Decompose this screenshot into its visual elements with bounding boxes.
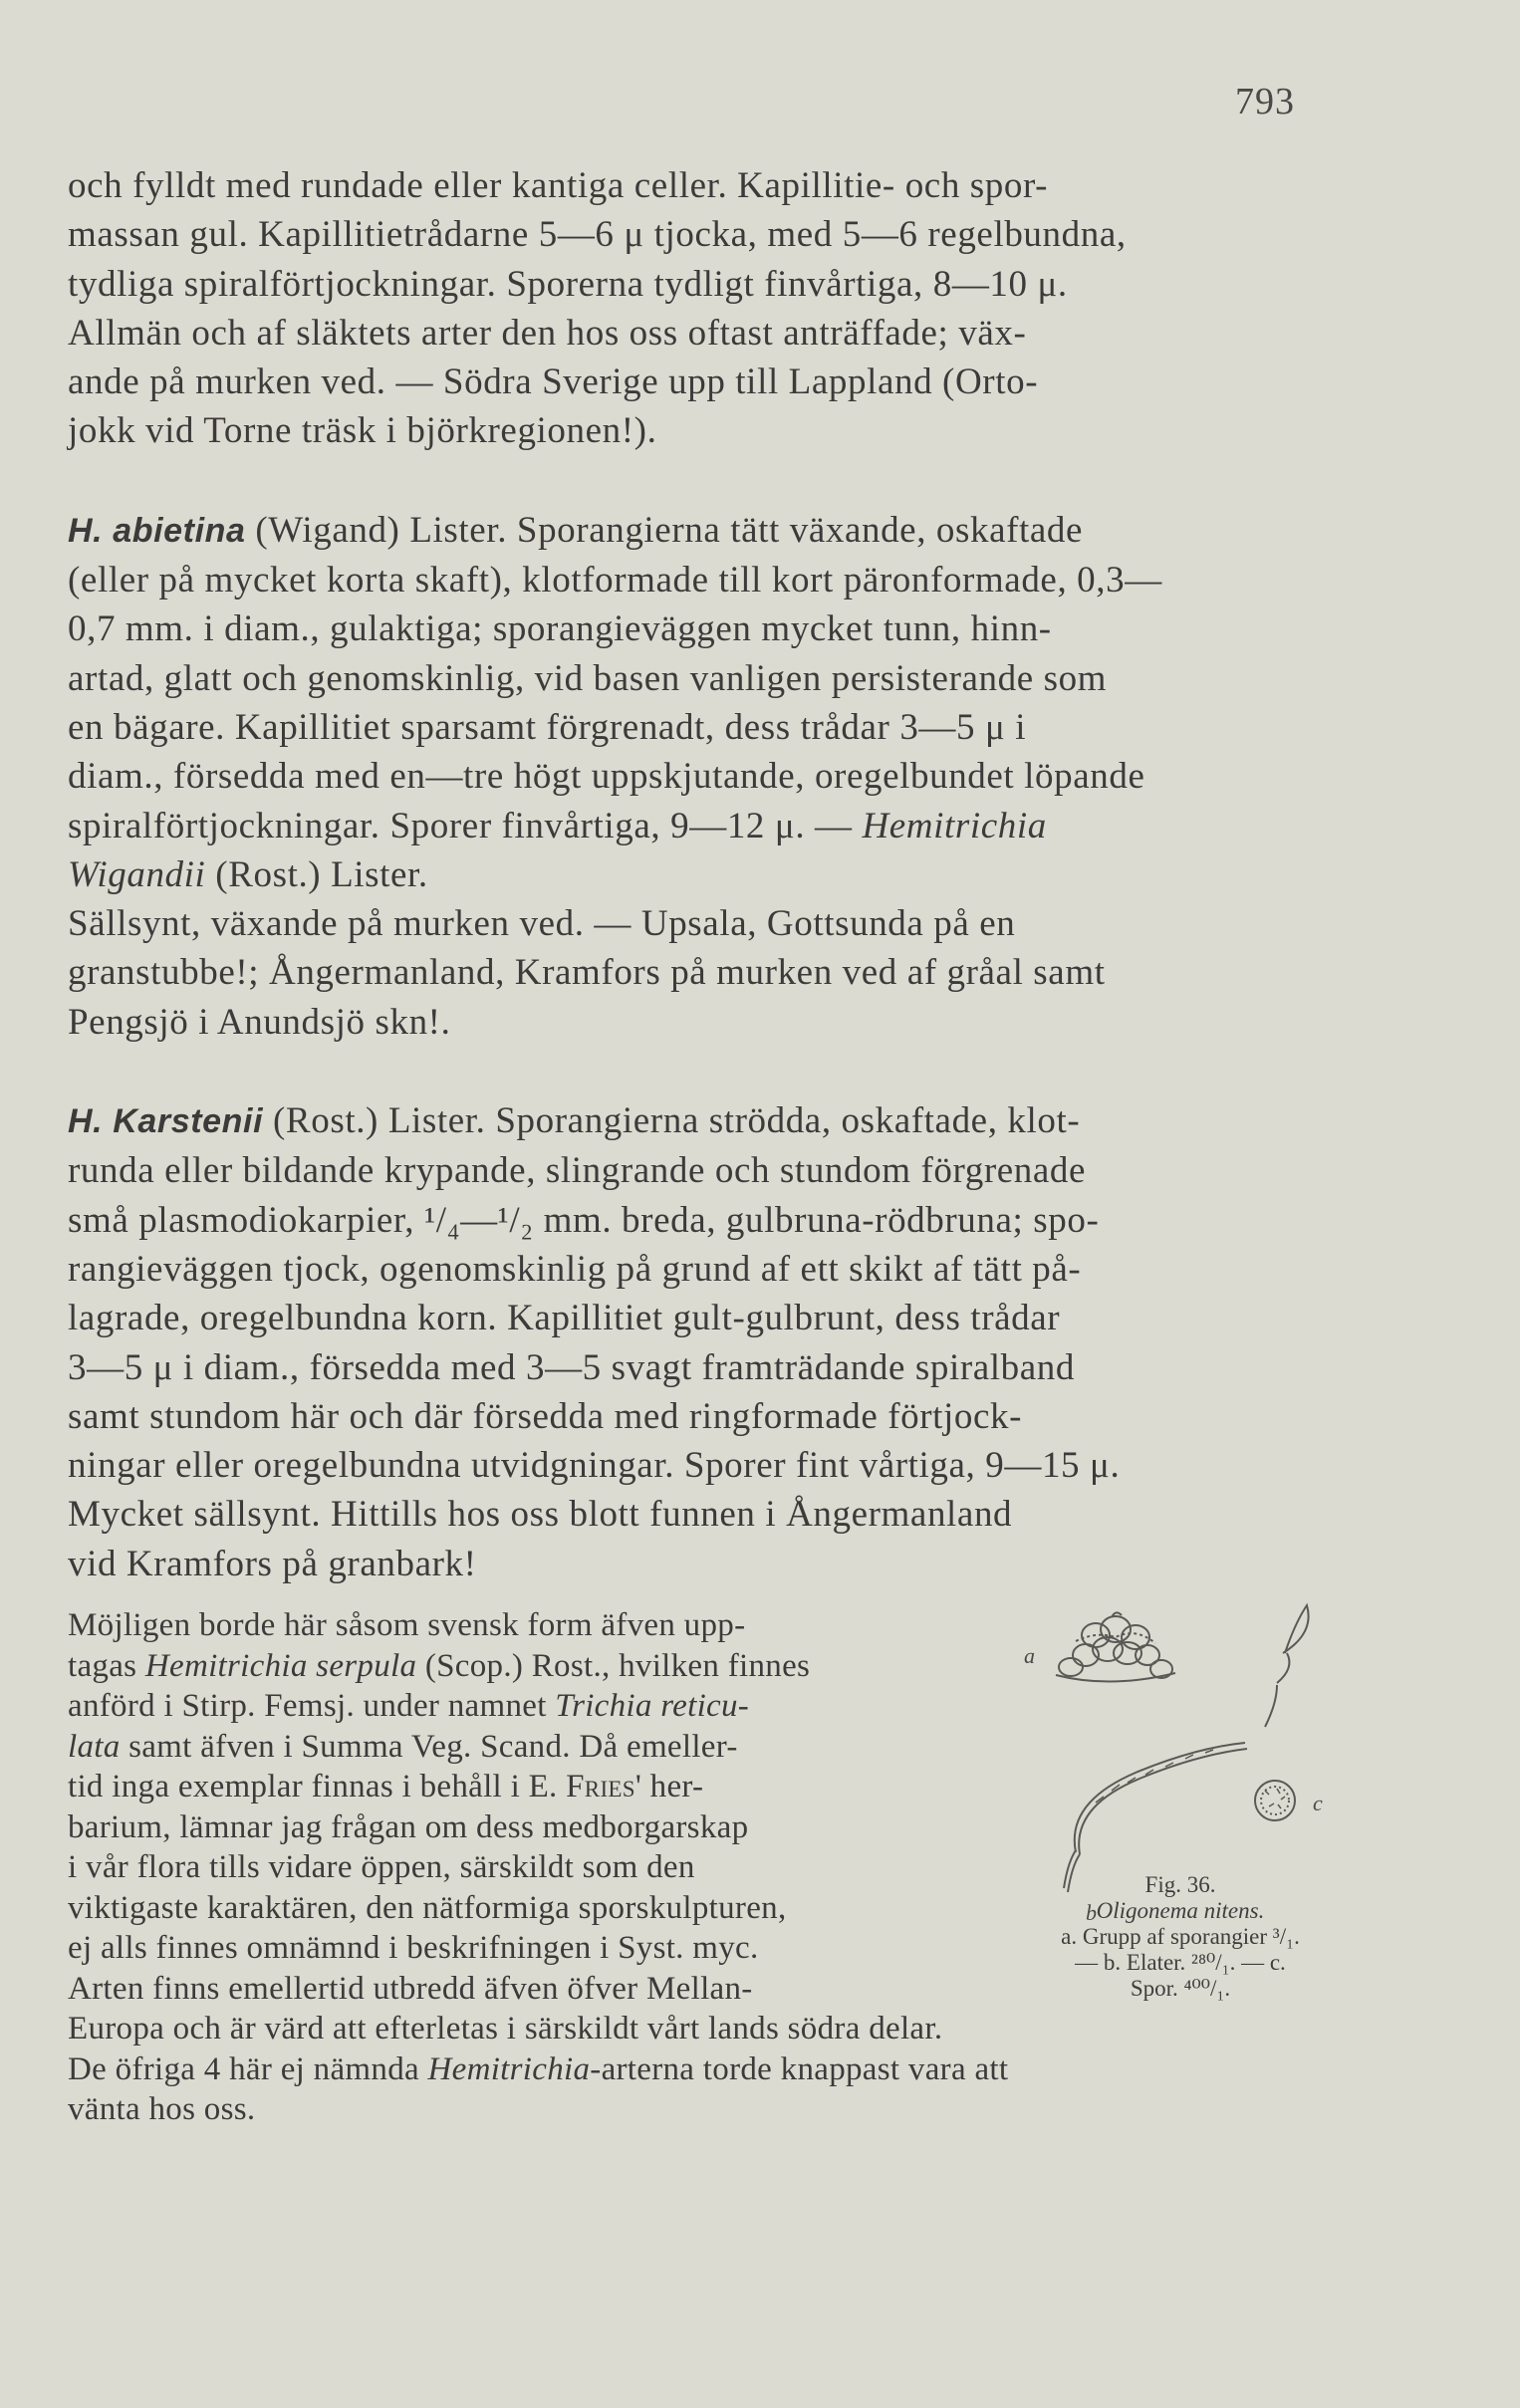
figure-label-a: a [1024,1643,1035,1668]
sporangia-cluster-drawing [1056,1612,1175,1681]
elater-drawing [1064,1743,1247,1892]
paragraph-line: en bägare. Kapillitiet sparsamt förgrenadt, dess trådar 3—5 μ i [68,706,1027,748]
species-heading-abietina: H. abietina (Wigand) Lister. Sporangierna tätt växande, oskaftade [68,509,1084,551]
note-line: tagas Hemitrichia serpula (Scop.) Rost., hvilken finnes [68,1647,811,1684]
synonym-genus: Hemitrichia [862,805,1047,846]
paragraph-line: spiralförtjockningar. Sporer finvårtiga, 9—12 μ. — Hemitrichia [68,805,1047,846]
note-line: Arten finns emellertid utbredd äfven öfver Mellan- [68,1970,753,2007]
paragraph-line: diam., försedda med en—tre högt uppskjutande, oregelbundet löpande [68,756,1145,798]
synonym-epithet: Wigandii [68,853,206,895]
paragraph-line: Wigandii (Rost.) Lister. [68,853,428,895]
note-line: barium, lämnar jag frågan om dess medborgarskap [68,1808,749,1845]
species-heading-karstenii: H. Karstenii (Rost.) Lister. Sporangierna strödda, oskaftade, klot- [68,1100,1081,1142]
paragraph-line: ande på murken ved. — Södra Sverige upp till Lappland (Orto- [68,361,1039,403]
distribution-line: Sällsynt, växande på murken ved. — Upsala, Gottsunda på en [68,903,1016,945]
note-line: De öfriga 4 här ej nämnda Hemitrichia-arterna torde knappast vara att [68,2050,1009,2087]
paragraph-line: 0,7 mm. i diam., gulaktiga; sporangieväggen mycket tunn, hinn- [68,608,1052,650]
taxon-author: (Rost.) Lister. [273,1100,486,1142]
figure-caption-line: — b. Elater. ²⁸⁰/₁. — c. [1075,1950,1286,1975]
paragraph-line: Mycket sällsynt. Hittills hos oss blott funnen i Ångermanland [68,1494,1013,1536]
note-full-width [68,2009,1341,2130]
taxon-name: H. Karstenii [68,1102,264,1141]
note-wrapped-column [68,1605,966,2009]
elater-fragment-drawing [1265,1605,1309,1727]
paragraph-line: samt stundom här och där försedda med ringformade förtjock- [68,1395,1023,1437]
note-line: i vår flora tills vidare öppen, särskildt som den [68,1849,695,1885]
paragraph-line: jokk vid Torne träsk i björkregionen!). [68,410,657,452]
note-line: vänta hos oss. [68,2091,256,2127]
main-text [68,161,1335,1588]
distribution-line: Pengsjö i Anundsjö skn!. [68,1001,451,1043]
spore-drawing [1255,1781,1295,1820]
figure-caption-line: Spor. ⁴⁰⁰/₁. [1130,1976,1231,2001]
paragraph-line: artad, glatt och genomskinlig, vid basen vanligen persisterande som [68,657,1108,699]
paragraph-line: runda eller bildande krypande, slingrande och stundom förgrenade [68,1150,1087,1192]
paragraph-line: och fylldt med rundade eller kantiga celler. Kapillitie- och spor- [68,165,1049,206]
figure-label-b: b [1086,1900,1097,1925]
taxon-name: H. abietina [68,511,246,550]
paragraph-line: vid Kramfors på granbark! [68,1543,477,1584]
figure-caption-line: a. Grupp af sporangier ³/₁. [1061,1924,1300,1949]
paragraph-line: små plasmodiokarpier, ¹/₄—¹/₂ mm. breda, gulbruna-rödbruna; spo- [68,1199,1100,1241]
page-number: 793 [1235,81,1295,122]
figure-caption [1016,1872,1345,2002]
paragraph-line: lagrade, oregelbundna korn. Kapillitiet gult-gulbrunt, dess trådar [68,1298,1061,1339]
paragraph-line: 3—5 μ i diam., försedda med 3—5 svagt framträdande spiralband [68,1346,1075,1388]
note-line: Europa och är värd att efterletas i särskildt vårt lands södra delar. [68,2011,943,2047]
note-line: viktigaste karaktären, den nätformiga sporskulpturen, [68,1889,787,1926]
note-line: lata samt äfven i Summa Veg. Scand. Då emeller- [68,1728,738,1765]
paragraph-line: tydliga spiralförtjockningar. Sporerna tydligt finvårtiga, 8—10 μ. [68,263,1068,305]
figure-species: Oligonema nitens. [1096,1898,1265,1923]
paragraph-line: Allmän och af släktets arter den hos oss oftast anträffade; väx- [68,312,1027,354]
paragraph-line: massan gul. Kapillitietrådarne 5—6 μ tjocka, med 5—6 regelbundna, [68,214,1127,256]
note-line: anförd i Stirp. Femsj. under namnet Trichia reticu- [68,1688,750,1724]
note-line: tid inga exemplar finnas i behåll i E. Fries' her- [68,1769,704,1805]
taxon-author: (Wigand) Lister. [255,509,508,551]
note-line: ej alls finnes omnämnd i beskrifningen i Syst. myc. [68,1930,759,1966]
figure-label-c: c [1313,1791,1323,1815]
figure-number: Fig. 36. [1144,1872,1216,1897]
paragraph-line: (eller på mycket korta skaft), klotformade till kort päronformade, 0,3— [68,560,1162,602]
note-line: Möjligen borde här såsom svensk form äfven upp- [68,1607,746,1643]
paragraph-line: ningar eller oregelbundna utvidgningar. Sporer fint vårtiga, 9—15 μ. [68,1445,1121,1487]
distribution-line: granstubbe!; Ångermanland, Kramfors på murken ved af gråal samt [68,952,1106,994]
paragraph-line: rangieväggen tjock, ogenomskinlig på grund af ett skikt af tätt på- [68,1248,1082,1290]
